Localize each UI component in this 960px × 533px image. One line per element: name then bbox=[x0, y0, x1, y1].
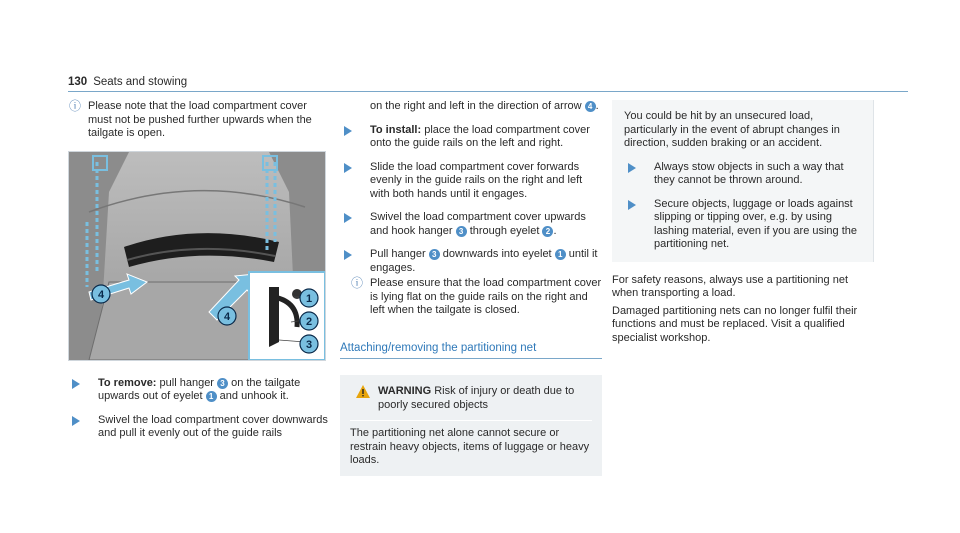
step-continued: on the right and left in the direction of arrow 4 . bbox=[370, 100, 599, 112]
note-text: Please note that the load compartment cover must not be pushed further upwards when the tailgate is open. bbox=[88, 100, 312, 139]
callout-2: 2 bbox=[305, 315, 313, 328]
step-arrow-icon bbox=[628, 163, 636, 173]
step-swivel-down-text: Swivel the load compartment cover downwards and pull it evenly out of the guide rails bbox=[98, 413, 328, 439]
info-icon: ⓘ bbox=[351, 276, 364, 290]
para-damaged: Damaged partitioning nets can no longer fulfil their functions and must be replaced. Visit a qualified specialist workshop. bbox=[612, 304, 858, 344]
ref-3: 3 bbox=[456, 226, 467, 237]
step-arrow-icon bbox=[344, 250, 352, 260]
step-slide-text: Slide the load compartment cover forwards evenly in the guide rails on the right and left with both hands until it engages. bbox=[370, 160, 583, 200]
install-label: To install: bbox=[370, 123, 422, 136]
ref-4: 4 bbox=[585, 101, 596, 112]
header-rule bbox=[68, 91, 908, 92]
column-3 bbox=[612, 100, 874, 345]
step-slide bbox=[340, 161, 602, 202]
warning-box bbox=[340, 375, 602, 476]
callout-4-right: 4 bbox=[223, 310, 231, 323]
ref-3: 3 bbox=[429, 249, 440, 260]
step-arrow-icon bbox=[344, 213, 352, 223]
warning-continued-text: You could be hit by an unsecured load, particularly in the event of abrupt changes in direction, sudden braking or an accident. bbox=[624, 110, 840, 149]
remove-label: To remove: bbox=[98, 376, 157, 389]
info-icon: ⓘ bbox=[69, 99, 82, 113]
warning-title: WARNING Risk of injury or death due to poorly secured objects bbox=[350, 385, 592, 421]
step-arrow-icon bbox=[72, 416, 80, 426]
trunk-diagram bbox=[69, 152, 325, 360]
column-2 bbox=[340, 100, 602, 476]
step-arrow-icon bbox=[628, 200, 636, 210]
bullet-stow bbox=[624, 161, 863, 188]
warning-body: The partitioning net alone cannot secure or restrain heavy objects, items of luggage or heavy loads. bbox=[350, 427, 590, 466]
callout-3: 3 bbox=[305, 338, 313, 351]
step-pull: Pull hanger 3 downwards into eyelet 1 until it engages. bbox=[340, 248, 602, 275]
ref-1: 1 bbox=[206, 391, 217, 402]
warning-continuation-box bbox=[612, 100, 874, 262]
page-number: 130 bbox=[68, 76, 88, 88]
warning-label: WARNING bbox=[378, 385, 432, 397]
step-arrow-icon bbox=[72, 379, 80, 389]
bullet-secure-text: Secure objects, luggage or loads against slipping or tipping over, e.g. by using lashing material, even if you are using the partitioning net. bbox=[654, 197, 858, 250]
column-1 bbox=[68, 100, 330, 441]
load-cover-illustration bbox=[68, 151, 326, 361]
ref-2: 2 bbox=[542, 226, 553, 237]
step-arrow-icon bbox=[344, 126, 352, 136]
step-swivel-up: Swivel the load compartment cover upwards and hook hanger 3 through eyelet 2 . bbox=[340, 211, 602, 238]
bullet-stow-text: Always stow objects in such a way that they cannot be thrown around. bbox=[654, 160, 844, 186]
section-title: Seats and stowing bbox=[93, 76, 188, 88]
step-install: To install: place the load compartment cover onto the guide rails on the left and right. bbox=[340, 124, 602, 151]
callout-4-left: 4 bbox=[97, 288, 105, 301]
para-safety: For safety reasons, always use a partitioning net when transporting a load. bbox=[612, 273, 849, 299]
ref-3: 3 bbox=[217, 378, 228, 389]
bullet-secure bbox=[624, 198, 863, 252]
callout-1: 1 bbox=[305, 292, 313, 305]
warning-icon bbox=[356, 385, 370, 398]
step-arrow-icon bbox=[344, 163, 352, 173]
note-flat-text: Please ensure that the load compartment cover is lying flat on the guide rails on the right and left when the tailgate is closed. bbox=[370, 277, 602, 316]
ref-1: 1 bbox=[555, 249, 566, 260]
note-cover bbox=[68, 100, 330, 141]
section-heading: Attaching/removing the partitioning net bbox=[340, 342, 602, 360]
step-swivel-down bbox=[68, 414, 330, 441]
note-flat bbox=[350, 277, 602, 318]
step-remove: To remove: pull hanger 3 on the tailgate upwards out of eyelet 1 and unhook it. bbox=[68, 377, 330, 404]
running-header bbox=[68, 76, 187, 90]
